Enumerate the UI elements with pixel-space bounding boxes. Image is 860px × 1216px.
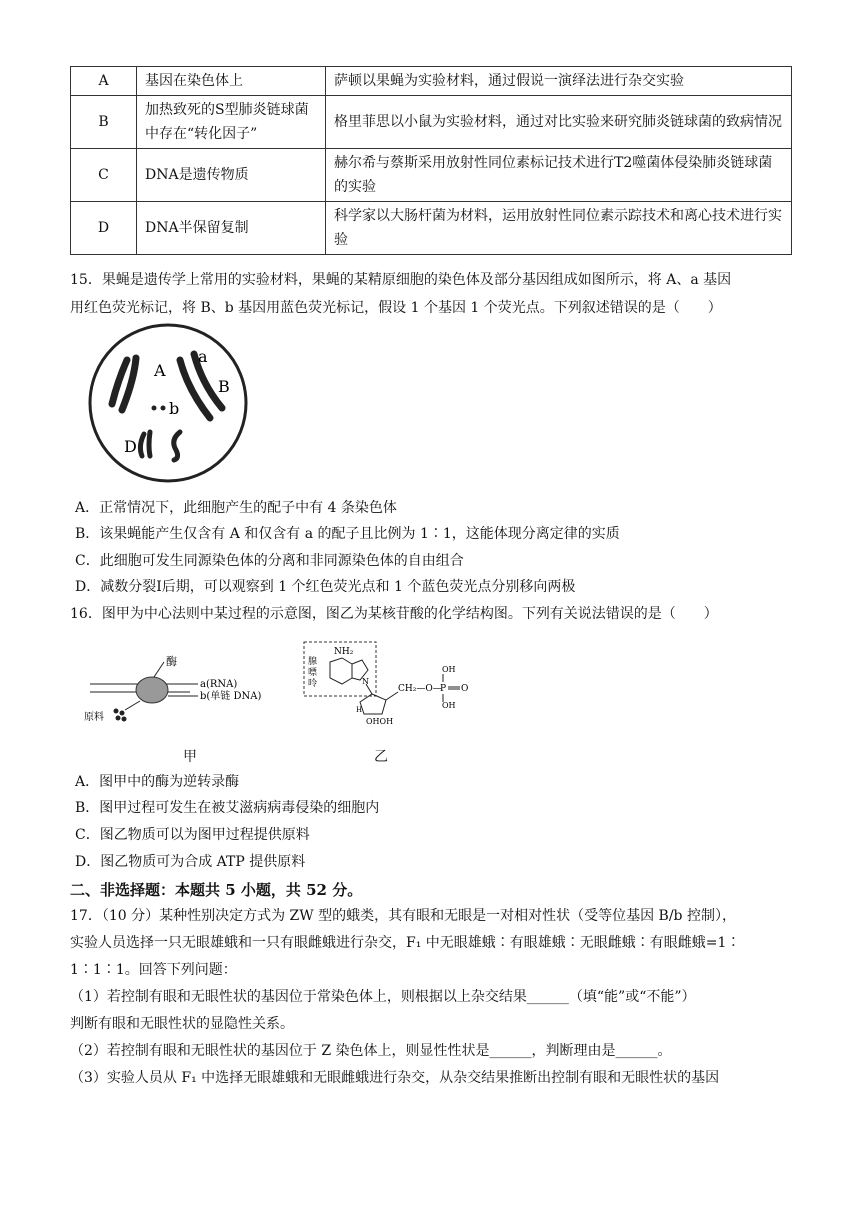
table-row [71,202,792,255]
phosphorus-label: P [440,684,447,694]
nitrogen-label: N [362,677,369,686]
q16-option-a: A．图甲中的酶为逆转录酶 [75,774,240,790]
table-row [71,96,792,149]
option-content: 基因在染色体上 [137,67,326,96]
figure-yi [300,640,480,732]
q16-stem: 16．图甲为中心法则中某过程的示意图，图乙为某核苷酸的化学结构图。下列有关说法错误的是（ ） [70,606,718,622]
q15-stem-line1: 15．果蝇是遗传学上常用的实验材料，果蝇的某精原细胞的染色体及部分基因组成如图所示，将 A、a 基因 [70,272,732,288]
q17-sub3: （3）实验人员从 F₁ 中选择无眼雄蛾和无眼雌蛾进行杂交，从杂交结果推断出控制有眼和无眼性状的基因 [70,1070,720,1086]
table-row [71,149,792,202]
q17-line2: 实验人员选择一只无眼雄蛾和一只有眼雌蛾进行杂交，F₁ 中无眼雄蛾∶有眼雄蛾∶无眼雌蛾∶有眼雌蛾=1∶ [70,935,741,951]
q17-sub1-line2: 判断有眼和无眼性状的显隐性关系。 [70,1016,294,1032]
answer-options-table [70,66,792,255]
figure-jia-caption: 甲 [183,749,197,765]
section-heading: 二、非选择题：本题共 5 小题，共 52 分。 [70,881,363,899]
option-letter: C [71,149,137,202]
q15-option-c: C．此细胞可发生同源染色体的分离和非同源染色体的自由组合 [75,553,464,569]
adenine-char-1: 腺 [308,657,318,667]
nh2-label: NH₂ [334,647,354,657]
option-letter: D [71,202,137,255]
gene-label-b: b [169,399,180,418]
gene-label-A: A [154,361,166,380]
q17-sub1-line1: （1）若控制有眼和无眼性状的基因位于常染色体上，则根据以上杂交结果______（填“能”或“不能”） [70,989,696,1005]
q16-option-b: B．图甲过程可发生在被艾滋病病毒侵染的细胞内 [75,800,380,816]
option-study: 赫尔希与蔡斯采用放射性同位素标记技术进行T2噬菌体侵染肺炎链球菌的实验 [326,149,792,202]
rna-label: a(RNA) [200,679,238,690]
option-letter: B [71,96,137,149]
p-oh-bottom: OH [442,701,456,710]
hydrogen-label: H [356,706,363,714]
chromosome-cell-figure [84,322,252,484]
figure-yi-caption: 乙 [374,749,388,765]
q17-line1: 17．（10 分）某种性别决定方式为 ZW 型的蛾类，其有眼和无眼是一对相对性状（受等位基因 B/b 控制）， [70,908,736,924]
option-content: DNA半保留复制 [137,202,326,255]
gene-label-B: B [218,377,230,396]
enzyme-label: 酶 [166,655,177,668]
q16-option-c: C．图乙物质可以为图甲过程提供原料 [75,827,310,843]
q15-option-a: A．正常情况下，此细胞产生的配子中有 4 条染色体 [75,500,397,516]
gene-label-D: D [124,437,137,456]
q15-option-d: D．减数分裂Ⅰ后期，可以观察到 1 个红色荧光点和 1 个蓝色荧光点分别移向两极 [75,579,576,595]
p-oxygen: O [461,684,469,694]
q16-option-d: D．图乙物质可为合成 ATP 提供原料 [75,854,306,870]
adenine-char-3: 呤 [308,679,318,689]
option-letter: A [71,67,137,96]
table-row [71,67,792,96]
hydroxyl-label: OHOH [366,717,394,726]
option-content: 加热致死的S型肺炎链球菌中存在“转化因子” [137,96,326,149]
p-oh-top: OH [442,665,456,674]
dna-label: b(单链 DNA) [200,691,262,702]
q17-sub2: （2）若控制有眼和无眼性状的基因位于 Z 染色体上，则显性性状是______，判断理由是______。 [70,1043,672,1059]
ch2-o-label: CH₂—O— [398,684,442,694]
option-study: 格里菲思以小鼠为实验材料，通过对比实验来研究肺炎链球菌的致病情况 [326,96,792,149]
q17-line3: 1∶1∶1。回答下列问题： [70,962,237,978]
q15-stem-line2: 用红色荧光标记，将 B、b 基因用蓝色荧光标记，假设 1 个基因 1 个荧光点。下列叙述错误的是（ ） [70,300,722,316]
option-study: 科学家以大肠杆菌为材料，运用放射性同位素示踪技术和离心技术进行实验 [326,202,792,255]
gene-label-a: a [198,347,208,366]
option-content: DNA是遗传物质 [137,149,326,202]
option-study: 萨顿以果蝇为实验材料，通过假说一演绎法进行杂交实验 [326,67,792,96]
figure-jia [80,656,290,732]
adenine-char-2: 嘌 [308,668,318,678]
material-label: 原料 [84,712,104,723]
q15-option-b: B．该果蝇能产生仅含有 A 和仅含有 a 的配子且比例为 1∶1，这能体现分离定律的实质 [75,526,620,542]
